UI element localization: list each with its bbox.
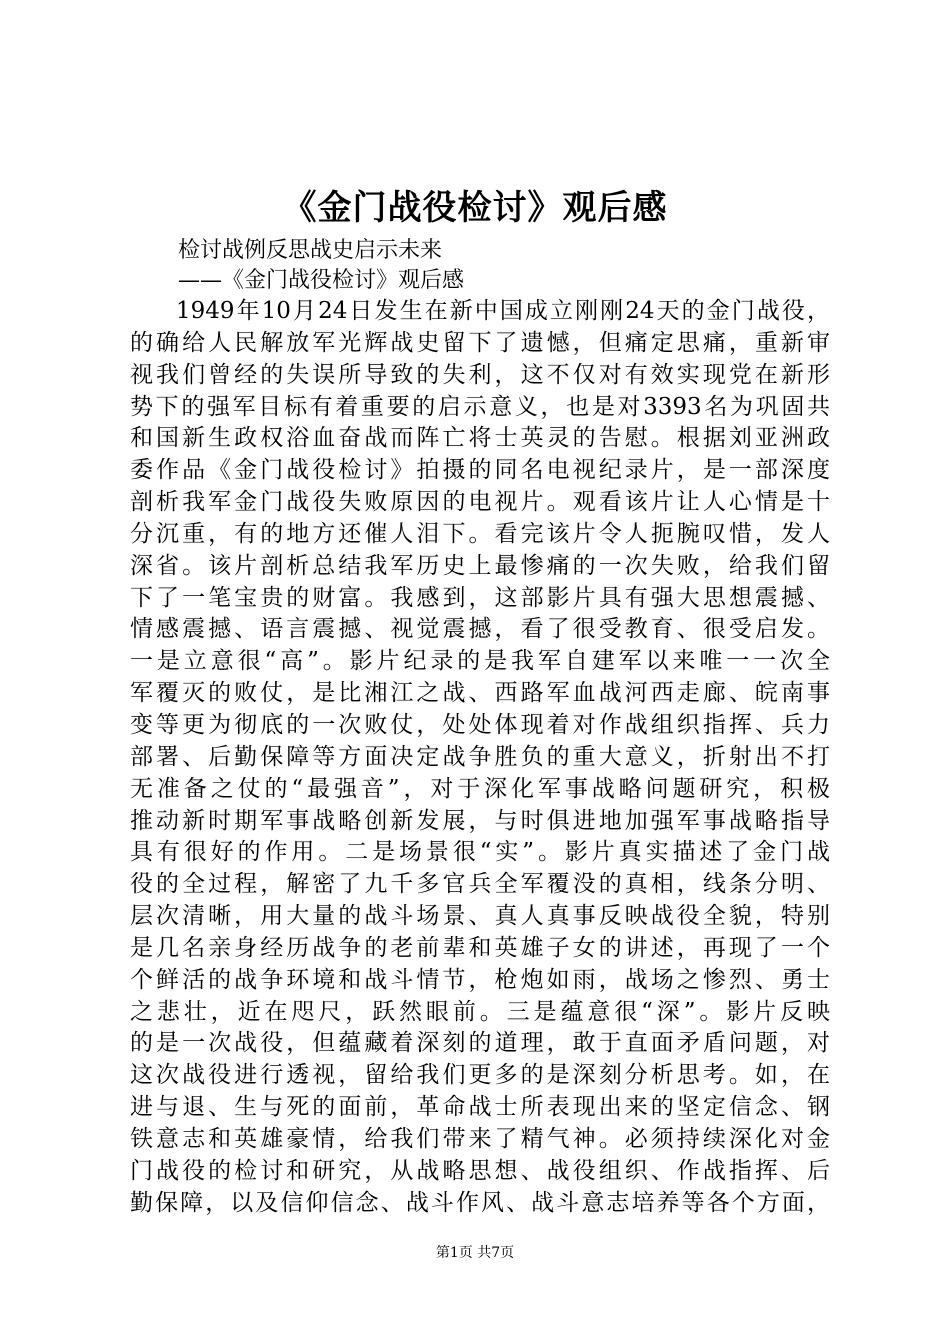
body-line: 这次战役进行透视，留给我们更多的是深刻分析思考。如，在 <box>130 1062 830 1089</box>
subtitle-line: ——《金门战役检讨》观后感 <box>178 268 465 293</box>
body-line: 变等更为彻底的一次败仗，处处体现着对作战组织指挥、兵力 <box>130 711 830 738</box>
body-line: 势下的强军目标有着重要的启示意义，也是对3393名为巩固共 <box>130 393 830 420</box>
body-line: 情感震撼、语言震撼、视觉震撼，看了很受教育、很受启发。 <box>130 616 830 643</box>
body-line: 和国新生政权浴血奋战而阵亡将士英灵的告慰。根据刘亚洲政 <box>130 425 830 452</box>
body-line: 视我们曾经的失误所导致的失利，这不仅对有效实现党在新形 <box>130 361 830 388</box>
body-line: 门战役的检讨和研究，从战略思想、战役组织、作战指挥、后 <box>130 1157 830 1184</box>
page-number-footer: 第1页 共7页 <box>435 1245 515 1261</box>
body-text <box>130 296 830 1219</box>
body-line: 分沉重，有的地方还催人泪下。看完该片令人扼腕叹惜，发人 <box>130 520 830 547</box>
body-line: 铁意志和英雄豪情，给我们带来了精气神。必须持续深化对金 <box>130 1125 830 1152</box>
body-line: 进与退、生与死的面前，革命战士所表现出来的坚定信念、钢 <box>130 1094 830 1121</box>
body-line: 的是一次战役，但蕴藏着深刻的道理，敢于直面矛盾问题，对 <box>130 1030 830 1057</box>
body-line: 之悲壮，近在咫尺，跃然眼前。三是蕴意很“深”。影片反映 <box>130 998 830 1025</box>
body-line: 深省。该片剖析总结我军历史上最惨痛的一次失败，给我们留 <box>130 552 830 579</box>
body-line: 推动新时期军事战略创新发展，与时俱进地加强军事战略指导 <box>130 807 830 834</box>
body-line: 下了一笔宝贵的财富。我感到，这部影片具有强大思想震撼、 <box>130 584 830 611</box>
body-line: 役的全过程，解密了九千多官兵全军覆没的真相，线条分明、 <box>130 871 830 898</box>
body-line: 1949年10月24日发生在新中国成立刚刚24天的金门战役， <box>176 298 830 324</box>
document-title: 《金门战役检讨》观后感 <box>282 188 668 228</box>
body-line: 具有很好的作用。二是场景很“实”。影片真实描述了金门战 <box>130 839 830 866</box>
body-line: 勤保障，以及信仰信念、战斗作风、战斗意志培养等各个方面， <box>130 1189 830 1216</box>
body-line: 无准备之仗的“最强音”，对于深化军事战略问题研究，积极 <box>130 775 830 802</box>
subtitle-line: 检讨战例反思战史启示未来 <box>178 238 443 263</box>
body-line: 剖析我军金门战役失败原因的电视片。观看该片让人心情是十 <box>130 489 830 516</box>
body-line: 层次清晰，用大量的战斗场景、真人真事反映战役全貌，特别 <box>130 903 830 930</box>
body-line: 的确给人民解放军光辉战史留下了遗憾，但痛定思痛，重新审 <box>130 329 830 356</box>
body-line: 部署、后勤保障等方面决定战争胜负的重大意义，折射出不打 <box>130 743 830 770</box>
body-line: 一是立意很“高”。影片纪录的是我军自建军以来唯一一次全 <box>130 648 830 675</box>
body-line: 个鲜活的战争环境和战斗情节，枪炮如雨，战场之惨烈、勇士 <box>130 966 830 993</box>
body-line: 委作品《金门战役检讨》拍摄的同名电视纪录片，是一部深度 <box>130 457 830 484</box>
body-line: 是几名亲身经历战争的老前辈和英雄子女的讲述，再现了一个 <box>130 934 830 961</box>
body-line: 军覆灭的败仗，是比湘江之战、西路军血战河西走廊、皖南事 <box>130 680 830 707</box>
